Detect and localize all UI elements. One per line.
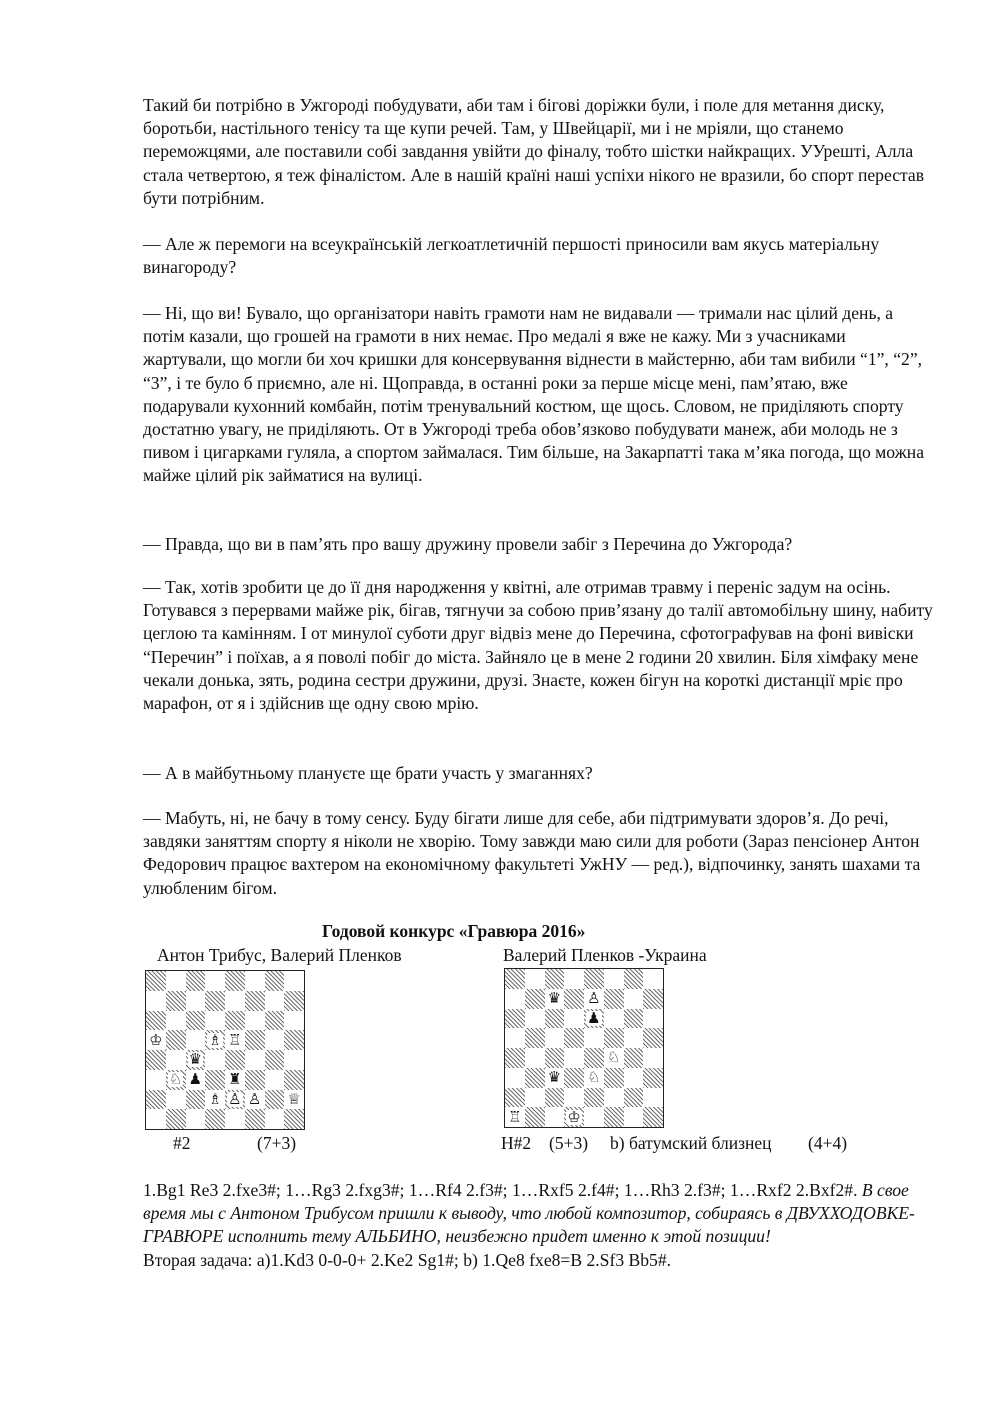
board2-square-c4: [545, 1048, 565, 1068]
problem2-stipulation: H#2: [501, 1133, 532, 1153]
problem2-piece-count: (5+3): [549, 1133, 589, 1153]
paragraph-6: — А в майбутньому плануєте ще брати участь у змаганнях?: [143, 763, 593, 783]
board1-square-c5: [186, 1030, 206, 1050]
board2-square-h8: [643, 969, 663, 989]
paragraph-4: — Правда, що ви в пам’ять про вашу дружину провели забіг з Перечина до Ужгорода?: [143, 534, 793, 554]
board1-square-f8: [245, 971, 265, 991]
second-problem-solution: Вторая задача: а)1.Kd3 0-0-0+ 2.Ke2 Sg1#; b) 1.Qe8 fxe8=B 2.Sf3 Bb5#.: [143, 1249, 672, 1270]
board1-square-g1: [265, 1109, 285, 1129]
board2-square-f1: [604, 1107, 624, 1127]
board2-square-a8: [505, 969, 525, 989]
board1-piece-f2: ♙: [247, 1089, 262, 1108]
board1-square-f4: [245, 1050, 265, 1070]
paragraph-1: Такий би потрібно в Ужгороді побудувати, аби там і бігові доріжки були, і поле для метання диску, боротьби, настільного тенісу та ще купи речей. Там, у Швейцарії, ми і не мріяли, що станемо переможцями, але поставили собі завдання увійти до фіналу, тобто шістки найкращих. УУрешті, Алла стала четвертою, я теж фіналістом. Але в нашій країні наші успіхи нікого не вразили, бо спорт перестав бути потрібним.: [143, 95, 925, 208]
board2-square-e8: [584, 969, 604, 989]
board1-square-g8: [265, 971, 285, 991]
board2-square-b1: [525, 1107, 545, 1127]
board1-square-e1: [225, 1109, 245, 1129]
board2-square-d6: [564, 1009, 584, 1029]
paragraph-2: — Але ж перемоги на всеукраїнській легкоатлетичній першості приносили вам якусь матеріальну винагороду?: [143, 234, 880, 278]
board2-square-e7: [584, 989, 604, 1009]
board2-square-g8: [624, 969, 644, 989]
board2-square-e5: [584, 1028, 604, 1048]
board1-square-f5: [245, 1030, 265, 1050]
board1-square-a8: [146, 971, 166, 991]
board1-square-d6: [205, 1011, 225, 1031]
board2-square-h7: [643, 989, 663, 1009]
problem2-twin: b) батумский близнец: [610, 1133, 772, 1153]
board1-square-e2: [225, 1090, 245, 1110]
board1-square-d5: [205, 1030, 225, 1050]
board1-square-h3: [284, 1070, 304, 1090]
board1-square-c2: [186, 1090, 206, 1110]
board2-square-a6: [505, 1009, 525, 1029]
board2-square-f2: [604, 1088, 624, 1108]
board1-square-b6: [166, 1011, 186, 1031]
board2-square-b6: [525, 1009, 545, 1029]
board2-square-g3: [624, 1068, 644, 1088]
board1-square-g2: [265, 1090, 285, 1110]
board2-square-h4: [643, 1048, 663, 1068]
problem2-twin-count: (4+4): [808, 1133, 848, 1153]
board1-square-e7: [225, 991, 245, 1011]
board2-piece-f4: ♘: [606, 1048, 621, 1067]
board1-piece-d2: ♗: [208, 1089, 222, 1108]
board2-square-c5: [545, 1028, 565, 1048]
board2-square-a3: [505, 1068, 525, 1088]
board2-square-e6: [584, 1009, 604, 1029]
board2-square-f3: [604, 1068, 624, 1088]
board1-piece-c3: ♟: [188, 1070, 203, 1089]
board1-square-b7: [166, 991, 186, 1011]
board1-square-h4: [284, 1050, 304, 1070]
board1-square-h6: [284, 1011, 304, 1031]
board1-square-d4: [205, 1050, 225, 1070]
board2-square-c2: [545, 1088, 565, 1108]
board2-square-g5: [624, 1028, 644, 1048]
board1-square-a5: [146, 1030, 166, 1050]
board1-square-a7: [146, 991, 166, 1011]
board2-square-g2: [624, 1088, 644, 1108]
board1-square-f7: [245, 991, 265, 1011]
board1-square-h7: [284, 991, 304, 1011]
board2-square-h1: [643, 1107, 663, 1127]
board2-square-c3: [545, 1068, 565, 1088]
board1-square-a1: [146, 1109, 166, 1129]
problem1-authors: Антон Трибус, Валерий Пленков: [157, 945, 402, 965]
board1-piece-h2: ♕: [287, 1089, 301, 1108]
board2-square-b3: [525, 1068, 545, 1088]
contest-heading: Годовой конкурс «Гравюра 2016»: [322, 921, 586, 941]
board2-square-a5: [505, 1028, 525, 1048]
board1-square-b2: [166, 1090, 186, 1110]
paragraph-7: — Мабуть, ні, не бачу в тому сенсу. Буду бігати лише для себе, аби підтримувати здоров’я. До речі, завдяки заняттям спорту я ніколи не хворію. Тому завжди маю сили для роботи (Зараз пенсіонер Антон Федорович працює вахтером на економічному факультеті УжНУ — ред.), відпочинку, занять шахами та улюбленим бігом.: [143, 808, 921, 898]
board1-square-h2: [284, 1090, 304, 1110]
board1-square-f2: [245, 1090, 265, 1110]
board1-piece-e2: ♙: [228, 1089, 242, 1108]
board2-piece-c7: ♛: [547, 989, 562, 1008]
board1-piece-c4: ♛: [188, 1050, 203, 1069]
chess-diagram-2: [504, 968, 664, 1128]
board1-square-d3: [205, 1070, 225, 1090]
board1-square-d7: [205, 991, 225, 1011]
board2-square-h3: [643, 1068, 663, 1088]
board1-square-a2: [146, 1090, 166, 1110]
board1-square-b3: [166, 1070, 186, 1090]
board2-square-g6: [624, 1009, 644, 1029]
board1-square-e3: [225, 1070, 245, 1090]
board1-square-d2: [205, 1090, 225, 1110]
board2-square-b2: [525, 1088, 545, 1108]
board1-square-g5: [265, 1030, 285, 1050]
board2-square-e1: [584, 1107, 604, 1127]
chess-diagram-1: [145, 970, 305, 1130]
board1-square-c8: [186, 971, 206, 991]
board2-piece-d1: ♔: [567, 1107, 581, 1126]
board1-square-f6: [245, 1011, 265, 1031]
board1-square-b5: [166, 1030, 186, 1050]
board1-square-a3: [146, 1070, 166, 1090]
board2-square-a1: [505, 1107, 525, 1127]
board2-square-b5: [525, 1028, 545, 1048]
board2-square-e2: [584, 1088, 604, 1108]
board2-square-d5: [564, 1028, 584, 1048]
board2-square-e3: [584, 1068, 604, 1088]
board1-square-h5: [284, 1030, 304, 1050]
board1-square-f3: [245, 1070, 265, 1090]
problem1-piece-count: (7+3): [257, 1133, 297, 1153]
paragraph-5: — Так, хотів зробити це до її дня народження у квітні, але отримав травму і переніс задум на осінь. Готувався з перервами майже рік, бігав, тягнучи за собою прив’язану до талії автомобільну шину, набиту цеглою та камінням. І от минулої суботи друг відвіз мене до Перечина, сфотографував на фоні вивіски “Перечин” і поїхав, а я поволі побіг до міста. Зайняло це в мене 2 години 20 хвилин. Біля хімфаку мене чекали донька, зять, родина сестри дружини, друзі. Знаєте, кожен бігун на короткі дистанції мріє про марафон, от я і здійснив ще одну свою мрію.: [143, 577, 933, 714]
board1-square-c6: [186, 1011, 206, 1031]
board1-square-b8: [166, 971, 186, 991]
board1-square-b4: [166, 1050, 186, 1070]
board1-square-a4: [146, 1050, 166, 1070]
board2-square-f5: [604, 1028, 624, 1048]
board1-square-b1: [166, 1109, 186, 1129]
board2-square-a7: [505, 989, 525, 1009]
board2-square-f7: [604, 989, 624, 1009]
board2-square-g7: [624, 989, 644, 1009]
board2-square-f6: [604, 1009, 624, 1029]
board2-square-h2: [643, 1088, 663, 1108]
board2-square-d8: [564, 969, 584, 989]
board2-piece-e6: ♟: [587, 1008, 601, 1027]
board1-square-c1: [186, 1109, 206, 1129]
board2-square-f4: [604, 1048, 624, 1068]
board1-square-f1: [245, 1109, 265, 1129]
board2-square-c1: [545, 1107, 565, 1127]
board2-piece-e7: ♙: [587, 989, 601, 1008]
board1-square-g6: [265, 1011, 285, 1031]
board1-square-e8: [225, 971, 245, 991]
board2-square-g1: [624, 1107, 644, 1127]
board1-square-h1: [284, 1109, 304, 1129]
board2-square-e4: [584, 1048, 604, 1068]
board1-square-a6: [146, 1011, 166, 1031]
board2-piece-e3: ♘: [587, 1068, 601, 1087]
board1-square-g3: [265, 1070, 285, 1090]
board1-piece-b3: ♘: [168, 1070, 183, 1089]
board1-square-g4: [265, 1050, 285, 1070]
board2-square-c8: [545, 969, 565, 989]
board1-square-d8: [205, 971, 225, 991]
board2-piece-c3: ♛: [547, 1068, 562, 1087]
board1-square-g7: [265, 991, 285, 1011]
board1-square-c7: [186, 991, 206, 1011]
board2-square-d3: [564, 1068, 584, 1088]
board1-square-d1: [205, 1109, 225, 1129]
board1-square-e6: [225, 1011, 245, 1031]
board2-square-f8: [604, 969, 624, 989]
solution-comment: В свое время мы с Антоном Трибусом пришли к выводу, что любой композитор, собираясь в ДВУХХОДОВКЕ-ГРАВЮРЕ исполнить тему АЛЬБИНО, неизбежно придет именно к этой позиции!: [143, 1180, 915, 1247]
problem2-authors: Валерий Пленков -Украина: [503, 945, 707, 965]
board2-square-b8: [525, 969, 545, 989]
board2-square-d2: [564, 1088, 584, 1108]
board2-piece-a1: ♖: [508, 1107, 522, 1126]
solution-block: [143, 1179, 933, 1272]
board1-square-c3: [186, 1070, 206, 1090]
paragraph-3: — Ні, що ви! Бувало, що організатори навіть грамоти нам не видавали — тримали нас цілий день, а потім казали, що грошей на грамоти в них немає. Про медалі я вже не кажу. Ми з учасниками жартували, що могли би хоч кришки для консервування віднести в майстерню, аби там вибили “1”, “2”, “3”, і те було б приємно, але ні. Щоправда, в останні роки за перше місце мені, пам’ятаю, вже подарували кухонний комбайн, потім тренувальний костюм, ще щось. Словом, не приділяють спорту достатню увагу, не приділяють. От в Ужгороді треба обов’язково побудувати манеж, аби молодь не з пивом і цигарками гуляла, а спортом займалася. Тим більше, на Закарпатті така м’яка погода, що можна майже цілий рік займатися на вулиці.: [143, 303, 925, 486]
board1-square-e4: [225, 1050, 245, 1070]
board2-square-b4: [525, 1048, 545, 1068]
board2-square-d1: [564, 1107, 584, 1127]
board2-square-c7: [545, 989, 565, 1009]
board1-square-h8: [284, 971, 304, 991]
board1-piece-e5: ♖: [228, 1030, 242, 1049]
board2-square-c6: [545, 1009, 565, 1029]
board2-square-a2: [505, 1088, 525, 1108]
board2-square-h6: [643, 1009, 663, 1029]
problem1-stipulation: #2: [173, 1133, 191, 1153]
board1-piece-a5: ♔: [149, 1030, 163, 1049]
board1-piece-d5: ♗: [208, 1030, 222, 1049]
solution-moves: 1.Bg1 Re3 2.fxe3#; 1…Rg3 2.fxg3#; 1…Rf4 2.f3#; 1…Rxf5 2.f4#; 1…Rh3 2.f3#; 1…Rxf2 2.Bxf2#.: [143, 1180, 858, 1200]
board2-square-d4: [564, 1048, 584, 1068]
board2-square-h5: [643, 1028, 663, 1048]
board2-square-a4: [505, 1048, 525, 1068]
board2-square-g4: [624, 1048, 644, 1068]
board1-piece-e3: ♜: [228, 1070, 242, 1089]
board2-square-b7: [525, 989, 545, 1009]
board2-square-d7: [564, 989, 584, 1009]
board1-square-e5: [225, 1030, 245, 1050]
board1-square-c4: [186, 1050, 206, 1070]
